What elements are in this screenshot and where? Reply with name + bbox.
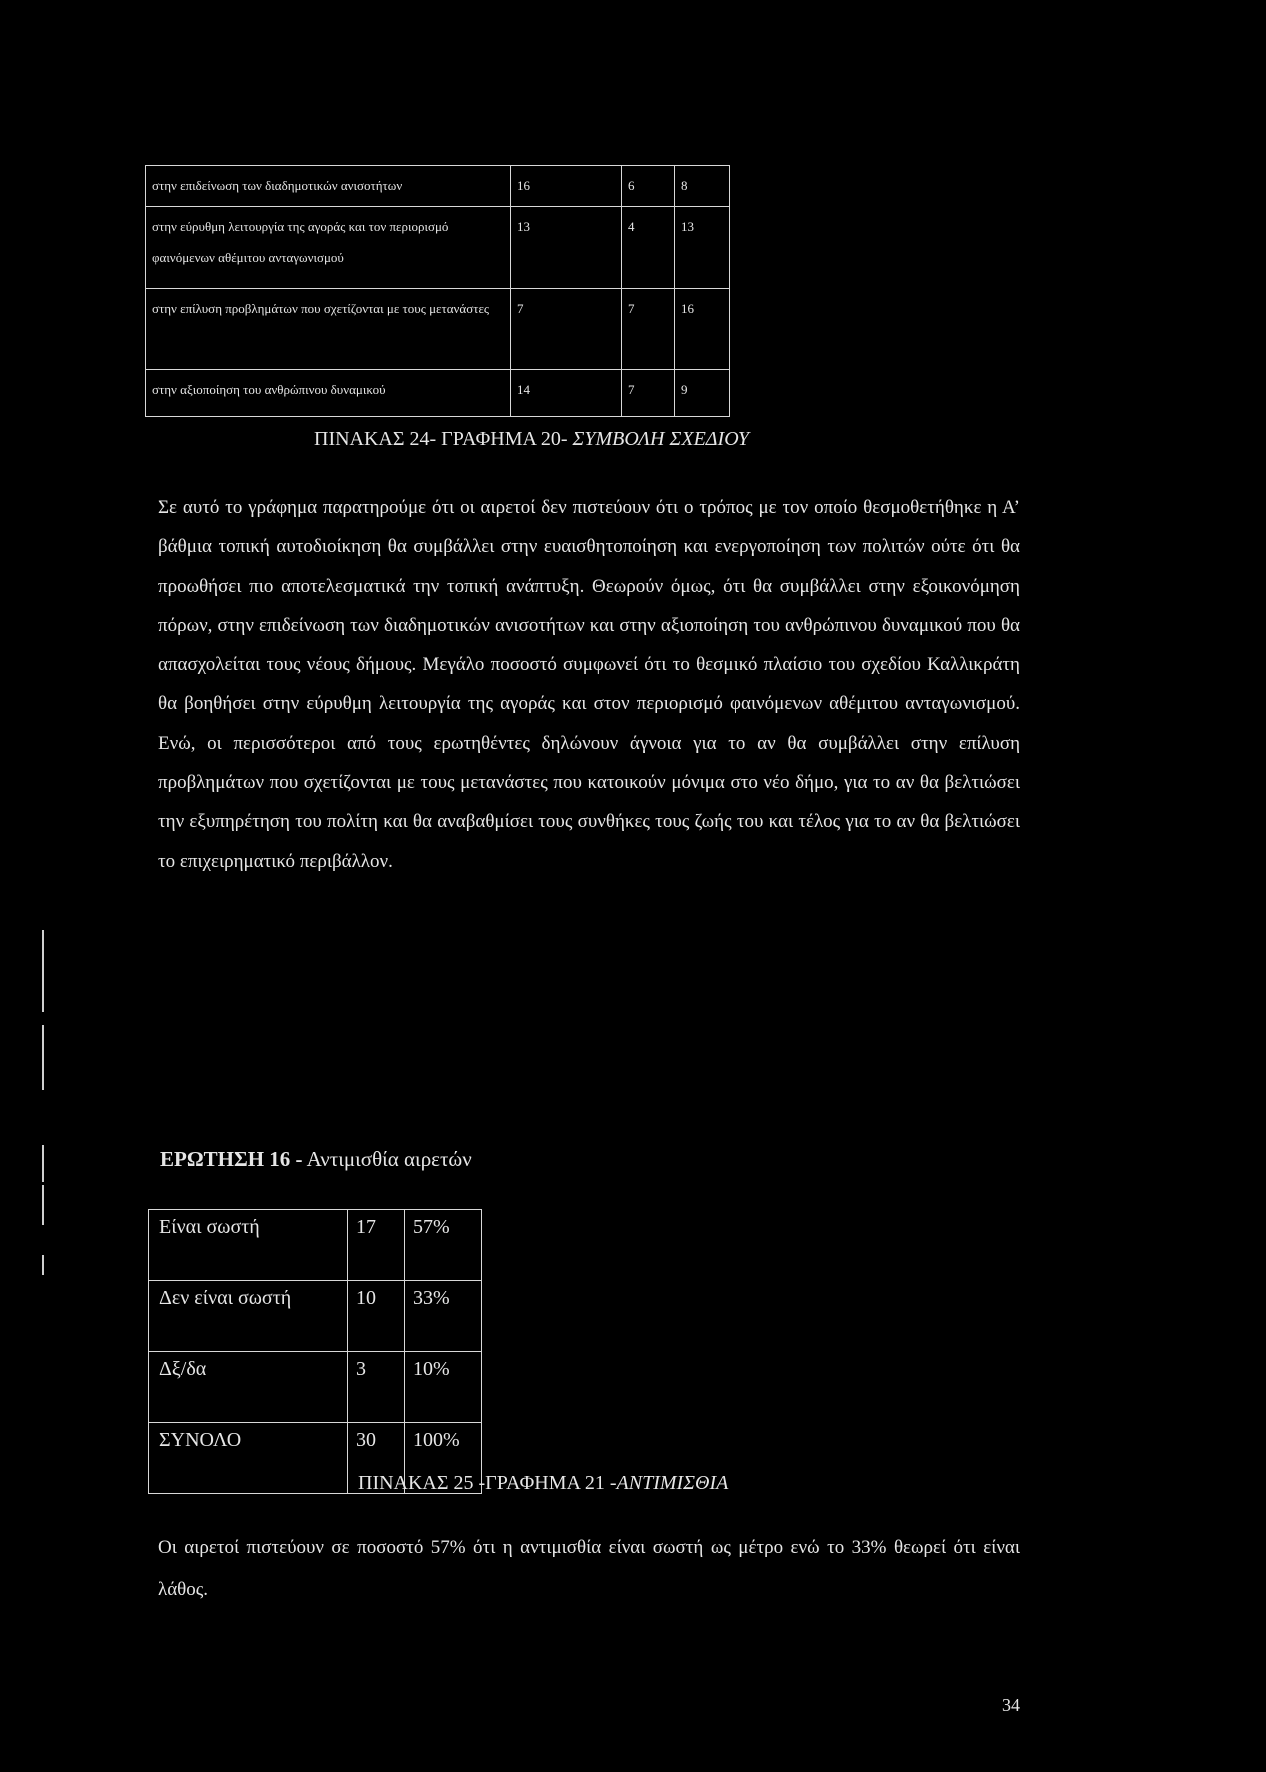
caption-italic: ΣΥΜΒΟΛΗ ΣΧΕΔΙΟΥ bbox=[572, 428, 749, 450]
caption-text: ΠΙΝΑΚΑΣ 25 -ΓΡΑΦΗΜΑ 21 - bbox=[358, 1472, 617, 1494]
table-25-caption bbox=[358, 1472, 728, 1495]
cell-value: 7 bbox=[622, 289, 675, 370]
row-label: στην επίλυση προβλημάτων που σχετίζονται με τους μετανάστες bbox=[146, 289, 511, 370]
cell-value: 4 bbox=[622, 207, 675, 289]
cell-count: 30 bbox=[348, 1423, 405, 1494]
caption-text: ΠΙΝΑΚΑΣ 24- ΓΡΑΦΗΜΑ 20- bbox=[314, 428, 573, 450]
cell-percent: 33% bbox=[405, 1281, 482, 1352]
cell-count: 10 bbox=[348, 1281, 405, 1352]
table-row bbox=[149, 1281, 482, 1352]
table-24 bbox=[145, 165, 730, 417]
cell-count: 17 bbox=[348, 1210, 405, 1281]
body-paragraph: Σε αυτό το γράφημα παρατηρούμε ότι οι αιρετοί δεν πιστεύουν ότι ο τρόπος με τον οποίο θεσμοθετήθηκε η Α’ βάθμια τοπική αυτοδιοίκηση θα συμβάλλει στην ευαισθητοποίηση και ενεργοποίηση των πολιτών ούτε ότι θα προωθήσει πιο αποτελεσματικά την τοπική ανάπτυξη. Θεωρούν όμως, ότι θα συμβάλλει στην εξοικονόμηση πόρων, στην επιδείνωση των διαδημοτικών ανισοτήτων και στην αξιοποίηση του ανθρώπινου δυναμικού που θα απασχολείται τους νέους δήμους. Μεγάλο ποσοστό συμφωνεί ότι το θεσμικό πλαίσιο του σχεδίου Καλλικράτη θα βοηθήσει στην εύρυθμη λειτουργία της αγοράς και στον περιορισμό φαινόμενων αθέμιτου ανταγωνισμού. Ενώ, οι περισσότεροι από τους ερωτηθέντες δηλώνουν άγνοια για το αν θα συμβάλλει στην επίλυση προβλημάτων που σχετίζονται με τους μετανάστες που κατοικούν μόνιμα στο νέο δήμο, για το αν θα βελτιώσει την εξυπηρέτηση του πολίτη και θα αναβαθμίσει τους συνθήκες τους ζωής του και τέλος για το αν θα βελτιώσει το επιχειρηματικό περιβάλλον. bbox=[158, 497, 1020, 872]
cell-value: 7 bbox=[622, 370, 675, 417]
body-paragraph-2: Οι αιρετοί πιστεύουν σε ποσοστό 57% ότι η αντιμισθία είναι σωστή ως μέτρο ενώ το 33% θεωρεί ότι είναι λάθος. bbox=[158, 1537, 1020, 1600]
cell-percent: 10% bbox=[405, 1352, 482, 1423]
row-label: στην εύρυθμη λειτουργία της αγοράς και τον περιορισμό φαινόμενων αθέμιτου ανταγωνισμού bbox=[146, 207, 511, 289]
caption-italic: ΑΝΤΙΜΙΣΘΙΑ bbox=[616, 1472, 729, 1494]
cell-value: 14 bbox=[511, 370, 622, 417]
cell-value: 8 bbox=[675, 166, 730, 207]
cell-value: 16 bbox=[675, 289, 730, 370]
table-row bbox=[149, 1352, 482, 1423]
margin-mark bbox=[42, 1185, 44, 1225]
row-label: Δξ/δα bbox=[149, 1352, 348, 1423]
cell-count: 3 bbox=[348, 1352, 405, 1423]
table-row bbox=[149, 1210, 482, 1281]
table-row bbox=[146, 207, 730, 289]
cell-value: 9 bbox=[675, 370, 730, 417]
cell-value: 6 bbox=[622, 166, 675, 207]
cell-value: 13 bbox=[675, 207, 730, 289]
cell-percent: 57% bbox=[405, 1210, 482, 1281]
table-row bbox=[146, 289, 730, 370]
question-number: ΕΡΩΤΗΣΗ 16 - bbox=[160, 1147, 303, 1171]
question-text: Αντιμισθία αιρετών bbox=[302, 1147, 472, 1171]
page-number: 34 bbox=[1002, 1695, 1020, 1715]
margin-mark bbox=[42, 1025, 44, 1090]
row-label: ΣΥΝΟΛΟ bbox=[149, 1423, 348, 1494]
row-label: Είναι σωστή bbox=[149, 1210, 348, 1281]
cell-value: 16 bbox=[511, 166, 622, 207]
question-heading bbox=[160, 1147, 472, 1172]
cell-percent: 100% bbox=[405, 1423, 482, 1494]
table-row bbox=[146, 370, 730, 417]
cell-value: 7 bbox=[511, 289, 622, 370]
row-label: Δεν είναι σωστή bbox=[149, 1281, 348, 1352]
table-row bbox=[146, 166, 730, 207]
margin-mark bbox=[42, 1255, 44, 1275]
cell-value: 13 bbox=[511, 207, 622, 289]
table-25 bbox=[148, 1209, 482, 1494]
margin-mark bbox=[42, 930, 44, 1012]
row-label: στην αξιοποίηση του ανθρώπινου δυναμικού bbox=[146, 370, 511, 417]
row-label: στην επιδείνωση των διαδημοτικών ανισοτήτων bbox=[146, 166, 511, 207]
table-24-caption bbox=[314, 428, 749, 451]
margin-mark bbox=[42, 1145, 44, 1182]
